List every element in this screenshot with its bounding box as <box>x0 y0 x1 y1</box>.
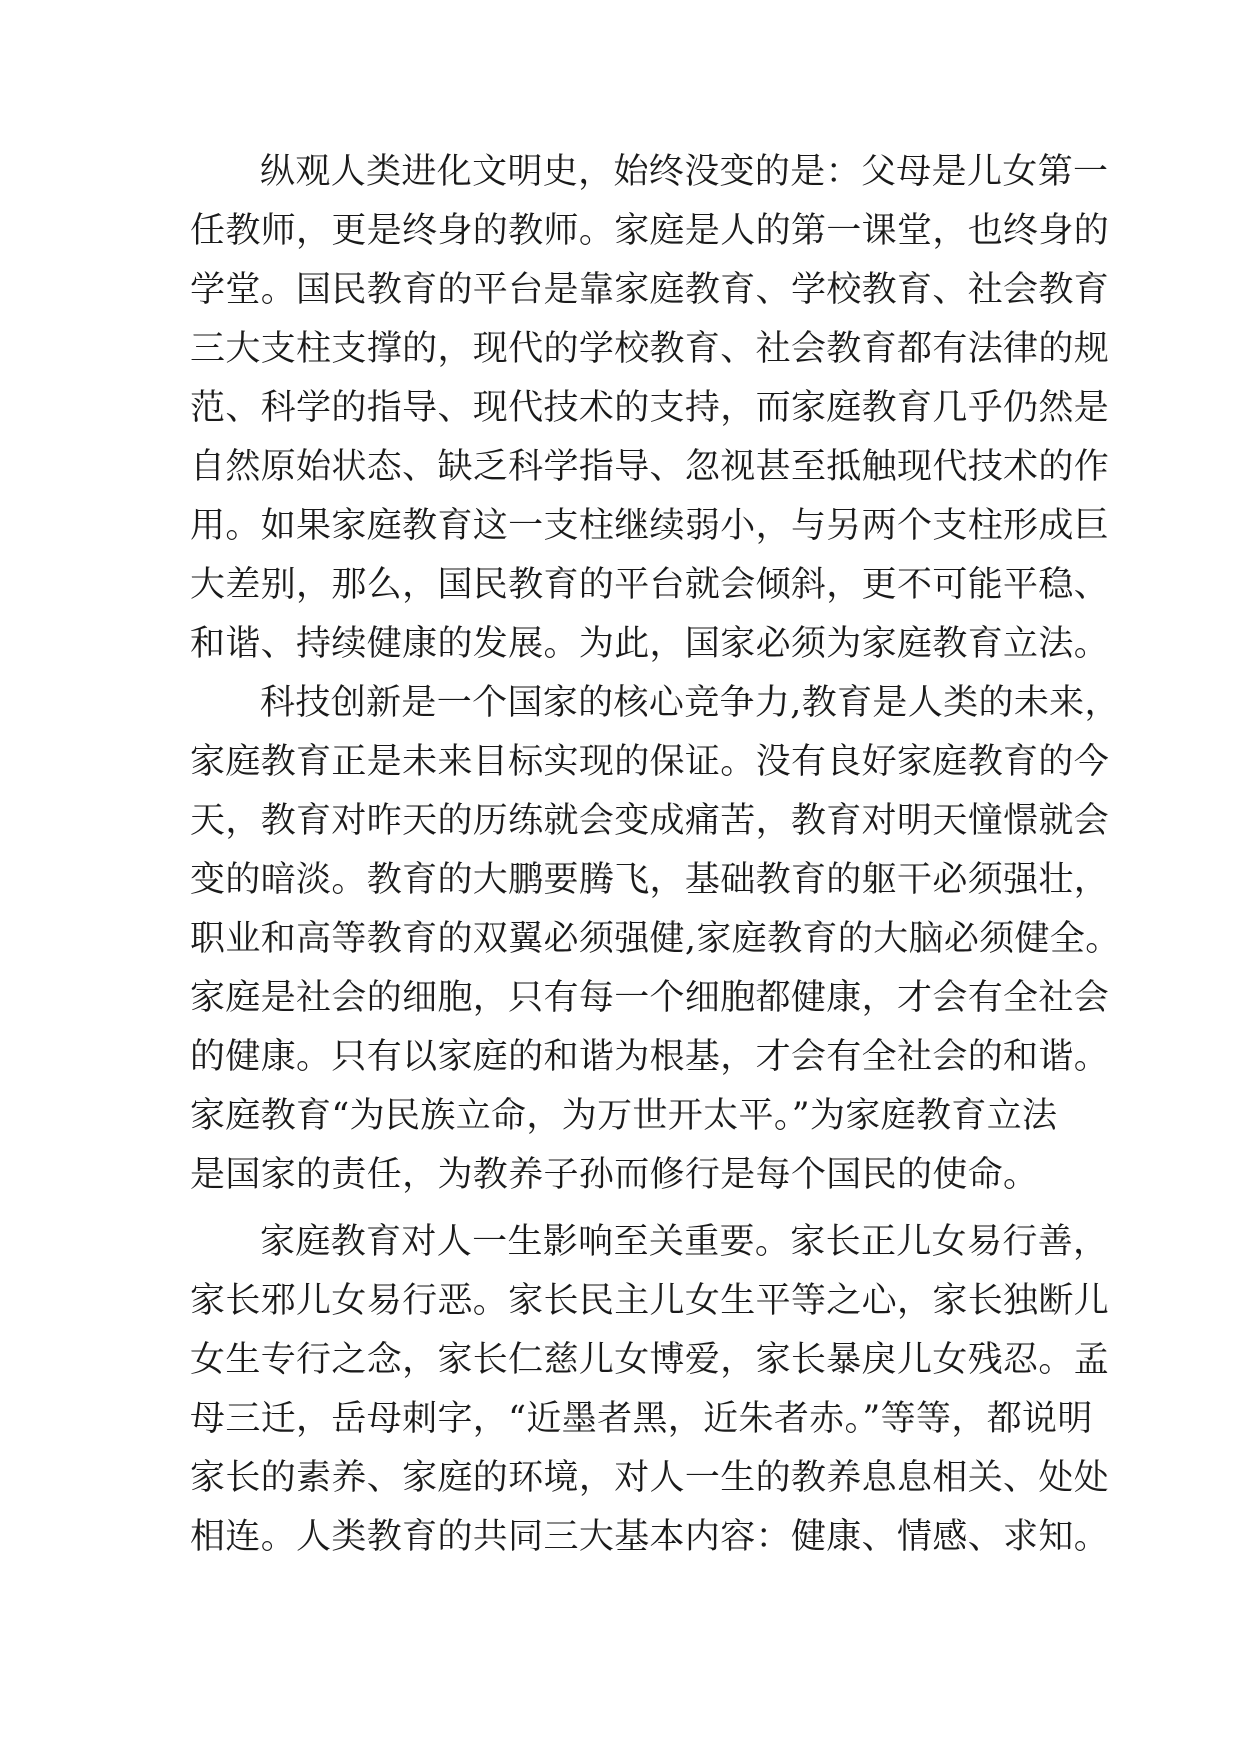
paragraph-line: 的健康。只有以家庭的和谐为根基，才会有全社会的和谐。 <box>190 1037 1110 1077</box>
paragraph-line: 大差别，那么，国民教育的平台就会倾斜，更不可能平稳、 <box>190 565 1110 605</box>
paragraph-line: 母三迁，岳母刺字，“近墨者黑，近朱者赤。”等等，都说明 <box>190 1399 1093 1439</box>
paragraph-line: 女生专行之念，家长仁慈儿女博爱，家长暴戾儿女残忍。孟 <box>190 1340 1110 1380</box>
paragraph-line: 学堂。国民教育的平台是靠家庭教育、学校教育、社会教育 <box>190 270 1110 310</box>
paragraph-line: 范、科学的指导、现代技术的支持，而家庭教育几乎仍然是 <box>190 388 1110 428</box>
paragraph-line: 和谐、持续健康的发展。为此，国家必须为家庭教育立法。 <box>190 624 1110 664</box>
paragraph-line: 科技创新是一个国家的核心竞争力,教育是人类的未来， <box>260 683 1120 723</box>
paragraph-line: 家长的素养、家庭的环境，对人一生的教养息息相关、处处 <box>190 1458 1110 1498</box>
paragraph-line: 家庭教育对人一生影响至关重要。家长正儿女易行善， <box>260 1222 1109 1262</box>
paragraph-line: 家庭教育“为民族立命，为万世开太平。”为家庭教育立法 <box>190 1096 1058 1136</box>
paragraph-line: 纵观人类进化文明史，始终没变的是：父母是儿女第一 <box>260 152 1109 192</box>
paragraph-line: 三大支柱支撑的，现代的学校教育、社会教育都有法律的规 <box>190 329 1110 369</box>
paragraph-line: 自然原始状态、缺乏科学指导、忽视甚至抵触现代技术的作 <box>190 447 1110 487</box>
paragraph-line: 是国家的责任，为教养子孙而修行是每个国民的使命。 <box>190 1155 1039 1195</box>
paragraph-line: 职业和高等教育的双翼必须强健,家庭教育的大脑必须健全。 <box>190 919 1121 959</box>
paragraph-line: 家庭是社会的细胞，只有每一个细胞都健康，才会有全社会 <box>190 978 1110 1018</box>
paragraph-line: 家庭教育正是未来目标实现的保证。没有良好家庭教育的今 <box>190 742 1110 782</box>
paragraph-line: 任教师，更是终身的教师。家庭是人的第一课堂，也终身的 <box>190 211 1110 251</box>
paragraph-line: 天，教育对昨天的历练就会变成痛苦，教育对明天憧憬就会 <box>190 801 1110 841</box>
paragraph-line: 用。如果家庭教育这一支柱继续弱小，与另两个支柱形成巨 <box>190 506 1110 546</box>
paragraph-line: 变的暗淡。教育的大鹏要腾飞，基础教育的躯干必须强壮， <box>190 860 1110 900</box>
paragraph-line: 家长邪儿女易行恶。家长民主儿女生平等之心，家长独断儿 <box>190 1281 1110 1321</box>
paragraph-line: 相连。人类教育的共同三大基本内容：健康、情感、求知。 <box>190 1517 1110 1557</box>
